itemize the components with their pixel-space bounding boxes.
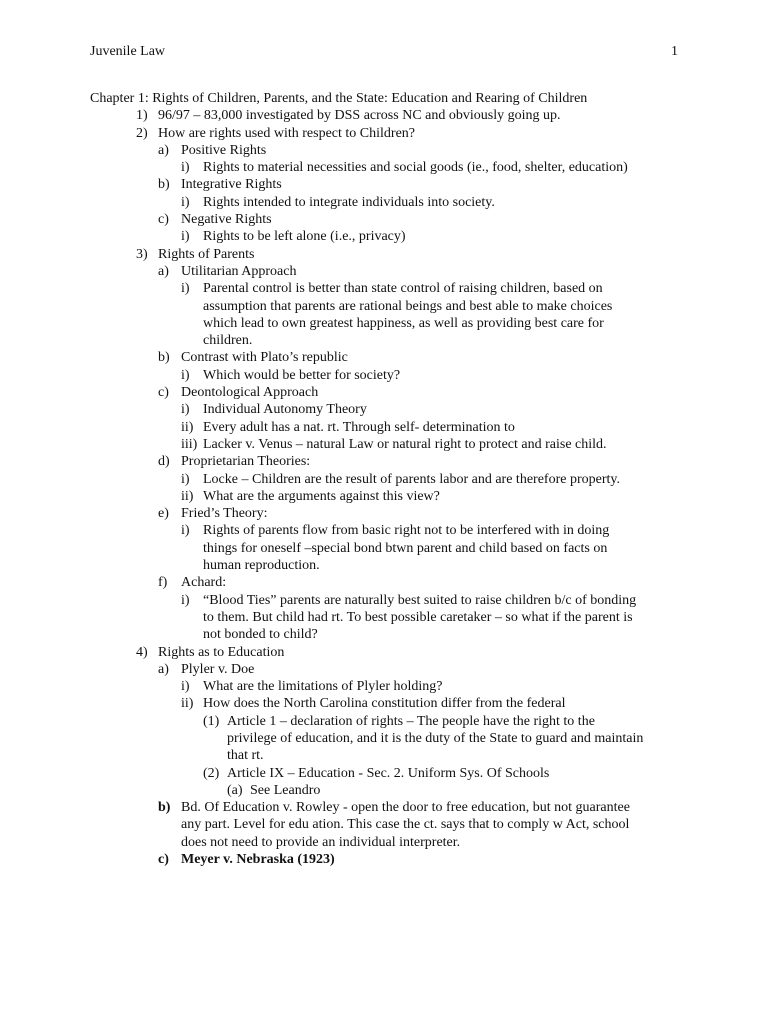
outline-text: See Leandro xyxy=(250,782,321,798)
outline-line xyxy=(90,626,690,643)
outline-line xyxy=(90,747,690,764)
outline-text: not bonded to child? xyxy=(203,627,318,643)
outline-line xyxy=(90,298,690,315)
outline-marker xyxy=(203,747,227,764)
outline-marker: i) xyxy=(181,229,190,245)
outline-text: Individual Autonomy Theory xyxy=(203,402,367,418)
outline-line xyxy=(90,125,690,142)
outline-line xyxy=(90,453,690,470)
outline-text: privilege of education, and it is the duty of the State to guard and maintain xyxy=(227,730,644,746)
outline-line xyxy=(90,194,690,211)
outline-marker: i) xyxy=(181,471,190,487)
outline-text: Positive Rights xyxy=(181,142,267,158)
outline-line xyxy=(90,280,690,297)
outline-marker: i) xyxy=(181,592,190,608)
outline-text: Bd. Of Education v. Rowley - open the door to free education, but not guarantee xyxy=(181,800,630,816)
outline-text: Parental control is better than state control of raising children, based on xyxy=(203,281,603,297)
outline-marker: f) xyxy=(158,575,168,591)
outline-marker: iii) xyxy=(181,436,198,452)
outline-marker: b) xyxy=(158,177,170,193)
outline-marker: i) xyxy=(181,402,190,418)
outline-text: assumption that parents are rational beings and best able to make choices xyxy=(203,298,613,314)
outline-line xyxy=(90,540,690,557)
outline-text: Which would be better for society? xyxy=(203,367,401,383)
outline-line xyxy=(90,799,690,816)
outline-marker xyxy=(203,730,227,747)
outline-line xyxy=(90,349,690,366)
outline-line xyxy=(90,471,690,488)
outline-marker: i) xyxy=(181,367,190,383)
outline-marker xyxy=(158,816,181,833)
outline-line xyxy=(90,592,690,609)
outline-marker xyxy=(181,332,203,349)
outline-text: Rights of Parents xyxy=(158,246,255,262)
outline-marker: ii) xyxy=(181,419,194,435)
outline-line xyxy=(90,332,690,349)
outline-line xyxy=(90,419,690,436)
page-number: 1 xyxy=(671,44,678,59)
outline-text: any part. Level for edu ation. This case the ct. says that to comply w Act, school xyxy=(181,817,630,833)
outline-line xyxy=(90,644,690,661)
outline-text: to them. But child had rt. To best possible caretaker – so what if the parent is xyxy=(203,609,633,625)
outline-text: What are the limitations of Plyler holding? xyxy=(203,679,443,695)
outline-line xyxy=(90,678,690,695)
document-body xyxy=(90,90,690,868)
outline-marker: 1) xyxy=(136,108,148,124)
outline-marker: a) xyxy=(158,142,169,158)
outline-text: human reproduction. xyxy=(203,558,320,574)
outline-text: Negative Rights xyxy=(181,212,272,228)
outline-marker: (a) xyxy=(227,782,243,798)
outline-line xyxy=(90,263,690,280)
outline-text: does not need to provide an individual interpreter. xyxy=(181,834,461,850)
outline-list xyxy=(90,107,690,868)
outline-line xyxy=(90,765,690,782)
outline-line xyxy=(90,557,690,574)
outline-text: “Blood Ties” parents are naturally best suited to raise children b/c of bonding xyxy=(203,592,637,608)
outline-marker: a) xyxy=(158,661,169,677)
outline-line xyxy=(90,522,690,539)
outline-marker: c) xyxy=(158,852,169,868)
outline-line xyxy=(90,107,690,124)
outline-line xyxy=(90,834,690,851)
outline-text: Rights of parents flow from basic right not to be interfered with in doing xyxy=(203,523,610,539)
outline-text: Article 1 – declaration of rights – The people have the right to the xyxy=(227,713,595,729)
outline-marker: e) xyxy=(158,506,169,522)
outline-marker xyxy=(181,609,203,626)
outline-text: Deontological Approach xyxy=(181,385,319,401)
running-header-title: Juvenile Law xyxy=(90,44,166,59)
outline-line xyxy=(90,159,690,176)
outline-line xyxy=(90,436,690,453)
outline-marker: i) xyxy=(181,679,190,695)
outline-marker xyxy=(181,298,203,315)
outline-marker xyxy=(181,315,203,332)
outline-line xyxy=(90,211,690,228)
outline-marker xyxy=(181,540,203,557)
outline-text: Rights intended to integrate individuals into society. xyxy=(203,194,495,210)
outline-text: Achard: xyxy=(181,575,227,591)
outline-marker: d) xyxy=(158,454,170,470)
outline-text: Rights to material necessities and social goods (ie., food, shelter, education) xyxy=(203,160,628,176)
outline-line xyxy=(90,713,690,730)
outline-text: Proprietarian Theories: xyxy=(181,454,311,470)
outline-text: which lead to own greatest happiness, as well as providing best care for xyxy=(203,315,604,331)
outline-text: Rights as to Education xyxy=(158,644,285,660)
outline-text: Locke – Children are the result of parents labor and are therefore property. xyxy=(203,471,620,487)
outline-text: that rt. xyxy=(227,748,264,764)
outline-line xyxy=(90,730,690,747)
outline-text: How are rights used with respect to Children? xyxy=(158,125,415,141)
outline-line xyxy=(90,401,690,418)
outline-marker: 2) xyxy=(136,125,148,141)
chapter-title: Chapter 1: Rights of Children, Parents, and the State: Education and Rearing of Children xyxy=(90,91,588,106)
outline-line xyxy=(90,228,690,245)
outline-marker: (1) xyxy=(203,713,220,729)
outline-line xyxy=(90,488,690,505)
outline-marker: a) xyxy=(158,263,169,279)
outline-text: What are the arguments against this view? xyxy=(203,488,440,504)
outline-line xyxy=(90,661,690,678)
outline-line xyxy=(90,384,690,401)
outline-text: Meyer v. Nebraska (1923) xyxy=(181,852,335,868)
outline-marker: b) xyxy=(158,800,171,816)
outline-line xyxy=(90,367,690,384)
outline-marker: i) xyxy=(181,523,190,539)
outline-line xyxy=(90,782,690,799)
outline-text: Rights to be left alone (i.e., privacy) xyxy=(203,229,406,245)
outline-marker: c) xyxy=(158,385,169,401)
outline-text: Every adult has a nat. rt. Through self- determination to xyxy=(203,419,515,435)
outline-marker: i) xyxy=(181,194,190,210)
outline-marker xyxy=(181,626,203,643)
outline-line xyxy=(90,142,690,159)
outline-marker: i) xyxy=(181,160,190,176)
outline-marker: ii) xyxy=(181,696,194,712)
outline-marker: 3) xyxy=(136,246,148,262)
outline-text: Article IX – Education - Sec. 2. Uniform Sys. Of Schools xyxy=(227,765,550,781)
outline-line xyxy=(90,816,690,833)
outline-marker: (2) xyxy=(203,765,220,781)
outline-line xyxy=(90,695,690,712)
outline-marker xyxy=(158,834,181,851)
outline-text: Plyler v. Doe xyxy=(181,661,255,677)
outline-text: things for oneself –special bond btwn parent and child based on facts on xyxy=(203,540,608,556)
outline-text: How does the North Carolina constitution differ from the federal xyxy=(203,696,566,712)
outline-marker: c) xyxy=(158,212,169,228)
outline-line xyxy=(90,609,690,626)
outline-marker xyxy=(181,557,203,574)
outline-text: Fried’s Theory: xyxy=(181,506,268,522)
outline-marker: ii) xyxy=(181,488,194,504)
outline-line xyxy=(90,176,690,193)
outline-marker: 4) xyxy=(136,644,148,660)
outline-text: Utilitarian Approach xyxy=(181,263,297,279)
outline-line xyxy=(90,851,690,868)
outline-text: Lacker v. Venus – natural Law or natural right to protect and raise child. xyxy=(203,436,607,452)
outline-text: children. xyxy=(203,333,253,349)
outline-marker: b) xyxy=(158,350,170,366)
outline-text: Contrast with Plato’s republic xyxy=(181,350,348,366)
outline-text: Integrative Rights xyxy=(181,177,282,193)
outline-marker: i) xyxy=(181,281,190,297)
outline-line xyxy=(90,505,690,522)
outline-text: 96/97 – 83,000 investigated by DSS across NC and obviously going up. xyxy=(158,108,561,124)
outline-line xyxy=(90,574,690,591)
outline-line xyxy=(90,246,690,263)
outline-line xyxy=(90,315,690,332)
